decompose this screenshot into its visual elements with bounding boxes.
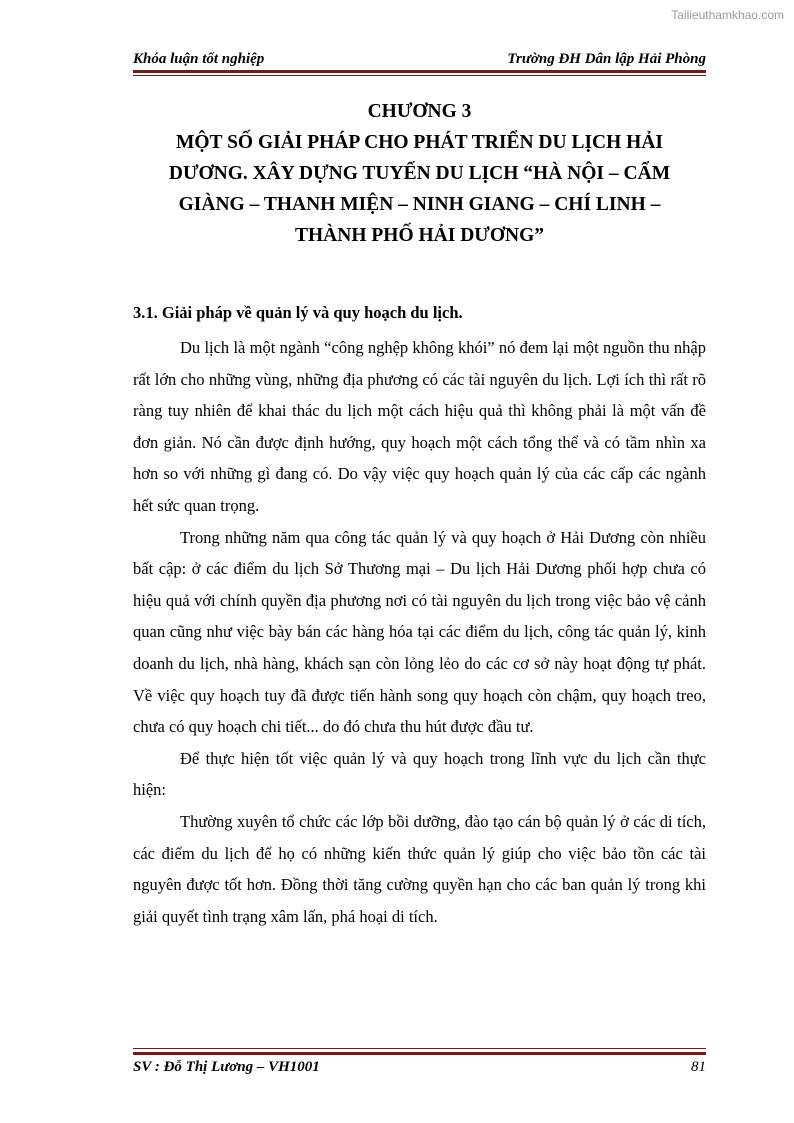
page-header: [133, 49, 706, 71]
footer-rule-thick: [133, 1052, 706, 1055]
chapter-number: CHƯƠNG 3: [367, 101, 472, 122]
body-text: [133, 332, 706, 932]
page-footer: [133, 1057, 706, 1079]
chapter-title-line: GIÀNG – THANH MIỆN – NINH GIANG – CHÍ LINH –: [178, 194, 661, 215]
header-thesis-label: Khóa luận tốt nghiệp: [133, 51, 265, 67]
footer-student: SV : Đỗ Thị Lương – VH1001: [133, 1059, 320, 1075]
header-university: Trường ĐH Dân lập Hải Phòng: [507, 51, 706, 67]
chapter-title-line: DƯƠNG. XÂY DỰNG TUYẾN DU LỊCH “HÀ NỘI – CẨM: [168, 163, 671, 184]
page-number: 81: [691, 1059, 706, 1075]
paragraph: Du lịch là một ngành “công nghệp không khói” nó đem lại một nguồn thu nhập rất lớn cho những vùng, những địa phương có các tài nguyên du lịch. Lợi ích thì rất rõ ràng tuy nhiên để khai thác du lịch một cách hiệu quả thì không phải là một vấn đề đơn giản. Nó cần được định hướng, quy hoạch một cách tổng thể và có tầm nhìn xa hơn so với những gì đang có. Do vậy việc quy hoạch quản lý của các cấp các ngành hết sức quan trọng.: [133, 338, 706, 515]
paragraph: Trong những năm qua công tác quản lý và quy hoạch ở Hải Dương còn nhiều bất cập: ở các điểm du lịch Sở Thương mại – Du lịch Hải Dương phối hợp chưa có hiệu quả với chính quyền địa phương nơi có tài nguyên du lịch trong việc bảo vệ cảnh quan cũng như việc bày bán các hàng hóa tại các điểm du lịch, công tác quản lý, kinh doanh du lịch, nhà hàng, khách sạn còn lỏng lẻo do các cơ sở này hoạt động tự phát. Về việc quy hoạch tuy đã được tiến hành song quy hoạch còn chậm, quy hoạch treo, chưa có quy hoạch chi tiết... do đó chưa thu hút được đầu tư.: [133, 527, 706, 737]
header-rule-thick: [133, 70, 706, 73]
watermark: Tailieuthamkhao.com: [671, 8, 784, 22]
chapter-title-block: [133, 96, 706, 251]
paragraph: Để thực hiện tốt việc quản lý và quy hoạch trong lĩnh vực du lịch cần thực hiện:: [133, 748, 706, 800]
header-rule-thin: [133, 75, 706, 76]
chapter-title-line: MỘT SỐ GIẢI PHÁP CHO PHÁT TRIỂN DU LỊCH HẢI: [175, 132, 664, 153]
section-heading: 3.1. Giải pháp về quản lý và quy hoạch du lịch.: [133, 303, 463, 322]
chapter-title-line: THÀNH PHỐ HẢI DƯƠNG”: [295, 225, 544, 246]
paragraph: Thường xuyên tổ chức các lớp bồi dưỡng, đào tạo cán bộ quản lý ở các di tích, các điểm du lịch để họ có những kiến thức quản lý giúp cho việc bảo tồn các tài nguyên được tốt hơn. Đồng thời tăng cường quyền hạn cho các ban quản lý trong khi giải quyết tình trạng xâm lấn, phá hoại di tích.: [133, 811, 706, 926]
footer-rule-thin: [133, 1048, 706, 1049]
